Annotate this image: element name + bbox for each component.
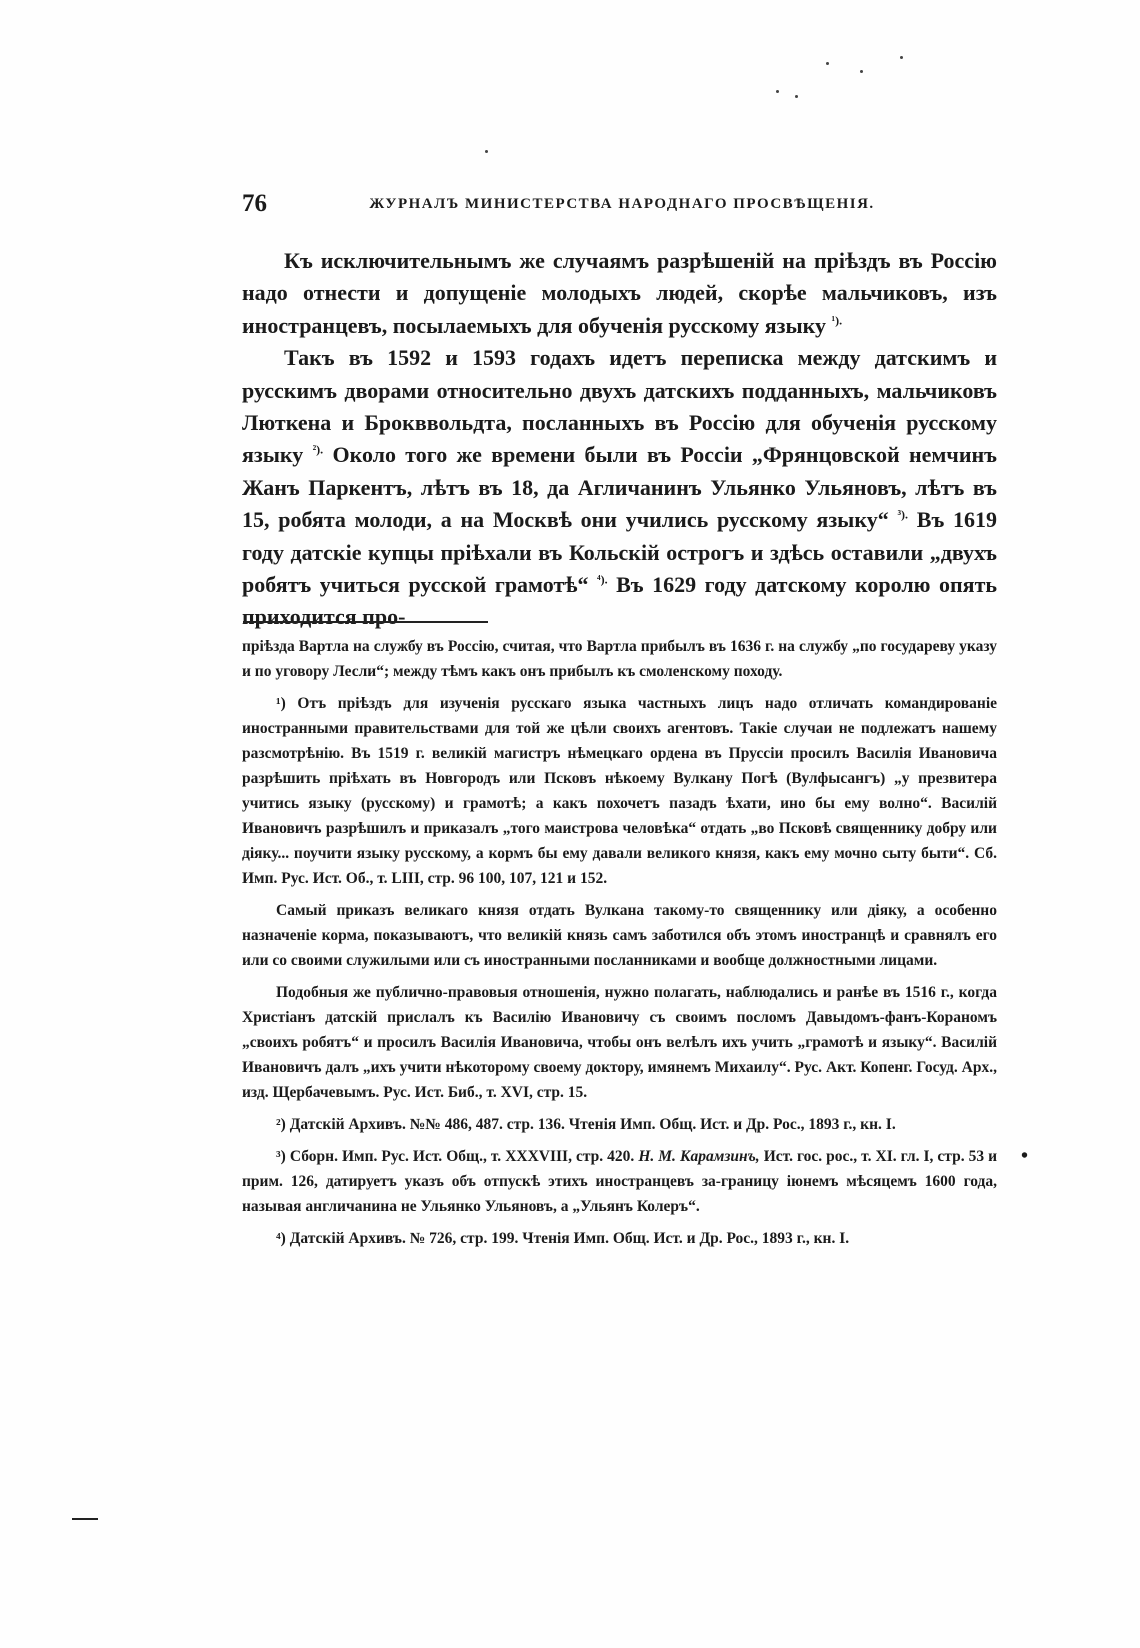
footnote-ref-2: ²). [312,443,324,458]
footnote-ref-4: ⁴). [597,572,608,587]
footnote-2: ²) Датскій Архивъ. №№ 486, 487. стр. 136. Чтенія Имп. Общ. Ист. и Др. Рос., 1893 г., кн. I. [276,1116,896,1133]
footnote-1-paragraph-3: Подобныя же публично-правовыя отношенія, нужно полагать, наблюдались и ранѣе въ 1516 г., когда Христіанъ датскій прислалъ къ Василію Ивановичу съ своимъ посломъ Давыдомъ-фанъ-Кораномъ „своихъ робятъ“ и просилъ Василія Ивановича, чтобы онъ велѣлъ ихъ учить „грамотѣ и языку“. Василій Ивановичъ далъ „ихъ учити нѣкоторому своему доктору, имянемъ Михаилу“. Рус. Акт. Копенг. Госуд. Арх., изд. Щербачевымъ. Рус. Ист. Биб., т. XVI, стр. 15. [242,984,997,1101]
scan-speck [776,90,779,93]
scan-speck [485,150,488,153]
footnote-ref-1: ¹). [831,313,843,328]
scan-speck [860,70,863,73]
footnotes [242,634,997,1258]
paragraph-1: Къ исключительнымъ же случаямъ разрѣшеній на пріѣздъ въ Россію надо отнести и допущеніе молодыхъ людей, скорѣе мальчиковъ, изъ иностранцевъ, посылаемыхъ для обученія русскому языку $^{^1).}$ [242,248,997,338]
paragraph-2: Такъ въ 1592 и 1593 годахъ идетъ переписка между датскимъ и русскимъ дворами относительно двухъ датскихъ подданныхъ, мальчиковъ Люткена и Брокввольдта, посланныхъ въ Россію для обученія русскому языку $^{^2).}$ Около того же времени были въ Россіи „Фрянцовской немчинъ Жанъ Паркентъ, лѣтъ въ 18, да Агличанинъ Ульянко Ульяновъ, лѣтъ въ 15, робята молоди, а на Москвѣ они учились русскому языку“ $^{^3).}$ Въ 1619 году датскіе купцы пріѣхали въ Кольскій острогъ и здѣсь оставили „двухъ робятъ учиться русской грамотѣ“ $^{^4).}$ Въ 1629 году датскому королю опять приходится про- [242,345,998,630]
footnote-marker: ⁴) [276,1230,286,1247]
scan-speck [826,62,829,65]
scan-speck [900,56,903,59]
author-name: Н. М. Карамзинъ, [638,1148,760,1165]
footnote-4: ⁴) Датскій Архивъ. № 726, стр. 199. Чтенія Имп. Общ. Ист. и Др. Рос., 1893 г., кн. I. [276,1230,850,1247]
footnote-continuation: пріѣзда Вартла на службу въ Россію, считая, что Вартла прибылъ въ 1636 г. на службу „по государеву указу и по уговору Лесли“; между тѣмъ какъ онъ прибылъ къ смоленскому походу. [242,638,997,680]
footnote-3: ³) Сборн. Имп. Рус. Ист. Общ., т. XXXVIII, стр. 420. Н. М. Карамзинъ, Ист. гос. рос., т. XI. гл. I, стр. 53 и прим. 126, датируетъ указъ объ отпускѣ этихъ иностранцевъ за-границу іюнемъ мѣсяцемъ 1600 года, называя англичанина не Ульянко Ульяновъ, а „Ульянъ Колеръ“. [242,1148,998,1215]
footnote-marker: ¹) [276,695,286,712]
footnote-1: ¹) Отъ пріѣздъ для изученія русскаго языка частныхъ лицъ надо отличать командированіе иностранными правительствами для той же цѣли своихъ агентовъ. Такіе случаи не подлежатъ нашему разсмотрѣнію. Въ 1519 г. великій магистръ нѣмецкаго ордена въ Пруссіи просилъ Василія Ивановича разрѣшить пріѣхать въ Новгородъ или Псковъ нѣкоему Вулкану Погѣ (Вулфысангъ) „у презвитера учитись языку (русскому) и грамотѣ; а какъ похочетъ пазадъ ѣхати, ино бы ему волно“. Василій Ивановичъ разрѣшилъ и приказалъ „того маистрова человѣка“ отдать „во Псковѣ священнику добру или діяку... поучити языку русскому, а кормъ бы ему давали великого князя, какъ ему мочно сыту быти“. Сб. Имп. Рус. Ист. Об., т. LIII, стр. 96 100, 107, 121 и 152. [242,695,998,887]
footnote-marker: ³) [276,1148,286,1165]
page-number: 76 [242,190,267,217]
footnote-ref-3: ³). [897,507,909,522]
page-header [242,190,997,224]
scan-speck [795,95,798,98]
margin-dash [72,1518,98,1520]
margin-dot: • [1021,1145,1029,1167]
main-text [242,245,997,634]
running-title: ЖУРНАЛЪ МИНИСТЕРСТВА НАРОДНАГО ПРОСВѢЩЕНІЯ. [369,196,875,212]
footnote-marker: ²) [276,1116,286,1133]
footnote-1-paragraph-2: Самый приказъ великаго князя отдать Вулкана такому-то священнику или діяку, а особенно назначеніе корма, показываютъ, что великій князь самъ заботился объ этомъ иностранцѣ и сравнялъ его или со своими служилыми или съ иностранными посланниками и вообще должностными лицами. [242,902,997,969]
footnote-separator [243,621,488,623]
